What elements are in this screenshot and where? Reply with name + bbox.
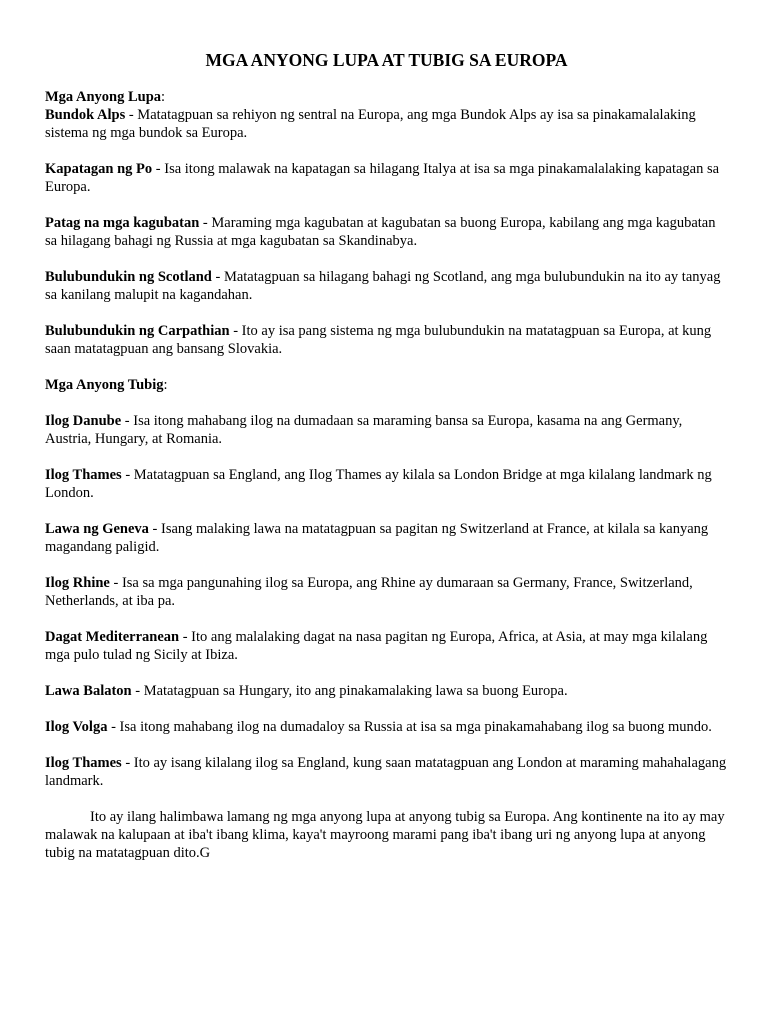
water-item-term: Dagat Mediterranean <box>45 629 180 645</box>
land-item <box>45 214 728 250</box>
water-item <box>45 520 728 556</box>
land-item-text: - Matatagpuan sa hilagang bahagi ng Scotland, ang mga bulubundukin na ito ay tanyag sa kanilang malupit na kagandahan. <box>45 269 721 303</box>
land-heading-text: Mga Anyong Lupa <box>45 89 162 105</box>
land-section-heading: Mga Anyong Lupa: <box>45 89 166 105</box>
land-item <box>45 268 728 304</box>
water-item-term: Ilog Thames <box>45 467 122 483</box>
water-item <box>45 412 728 448</box>
document-title: MGA ANYONG LUPA AT TUBIG SA EUROPA <box>205 50 568 70</box>
water-item-text: - Isa itong mahabang ilog na dumadaloy sa Russia at isa sa mga pinakamahabang ilog sa buong mundo. <box>107 719 712 735</box>
land-item-term: Kapatagan ng Po <box>45 161 153 177</box>
water-item <box>45 682 728 700</box>
land-item-term: Bulubundukin ng Carpathian <box>45 323 230 339</box>
water-item-text: - Isa itong mahabang ilog na dumadaan sa maraming bansa sa Europa, kasama na ang Germany, Austria, Hungary, at Romania. <box>45 413 683 447</box>
land-item-text: - Maraming mga kagubatan at kagubatan sa buong Europa, kabilang ang mga kagubatan sa hilagang bahagi ng Russia at mga kagubatan sa Skandinabya. <box>45 215 716 249</box>
water-item-text: - Isa sa mga pangunahing ilog sa Europa, ang Rhine ay dumaraan sa Germany, France, Switzerland, Netherlands, at iba pa. <box>45 575 693 609</box>
land-item-term: Bundok Alps <box>45 107 126 123</box>
water-item-text: - Matatagpuan sa Hungary, ito ang pinakamalaking lawa sa buong Europa. <box>131 683 568 699</box>
water-item-text: - Ito ay isang kilalang ilog sa England, kung saan matatagpuan ang London at maraming mahahalagang landmark. <box>45 755 727 789</box>
land-item <box>45 160 728 196</box>
water-item <box>45 574 728 610</box>
land-item-term: Patag na mga kagubatan <box>45 215 200 231</box>
water-item-text: - Isang malaking lawa na matatagpuan sa pagitan ng Switzerland at France, at kilala sa kanyang magandang paligid. <box>45 521 709 555</box>
water-item-text: - Matatagpuan sa England, ang Ilog Thames ay kilala sa London Bridge at mga kilalang landmark ng London. <box>45 467 712 501</box>
water-item <box>45 754 728 790</box>
land-item-text: - Ito ay isa pang sistema ng mga bulubundukin na matatagpuan sa Europa, at kung saan matatagpuan ang bansang Slovakia. <box>45 323 712 357</box>
water-item <box>45 718 728 736</box>
land-item <box>45 322 728 358</box>
water-item-term: Ilog Rhine <box>45 575 110 591</box>
water-heading-text: Mga Anyong Tubig <box>45 377 164 393</box>
water-item-term: Lawa ng Geneva <box>45 521 149 537</box>
closing-paragraph: Ito ay ilang halimbawa lamang ng mga anyong lupa at anyong tubig sa Europa. Ang kontinente na ito ay may malawak na kalupaan at iba't ibang klima, kaya't mayroong marami pang iba't ibang uri ng anyong lupa at anyong tubig na matatagpuan dito.G <box>45 809 725 861</box>
water-section-heading: Mga Anyong Tubig: <box>45 377 168 393</box>
water-item-term: Lawa Balaton <box>45 683 132 699</box>
water-item <box>45 466 728 502</box>
water-item-term: Ilog Thames <box>45 755 122 771</box>
land-item <box>45 106 728 142</box>
water-item <box>45 628 728 664</box>
water-item-term: Ilog Volga <box>45 719 108 735</box>
water-item-text: - Ito ang malalaking dagat na nasa pagitan ng Europa, Africa, at Asia, at may mga kilalang mga pulo tulad ng Sicily at Ibiza. <box>45 629 708 663</box>
land-item-text: - Matatagpuan sa rehiyon ng sentral na Europa, ang mga Bundok Alps ay isa sa pinakamalalaking sistema ng mga bundok sa Europa. <box>45 107 696 141</box>
water-item-term: Ilog Danube <box>45 413 122 429</box>
land-item-term: Bulubundukin ng Scotland <box>45 269 212 285</box>
land-item-text: - Isa itong malawak na kapatagan sa hilagang Italya at isa sa mga pinakamalalaking kapatagan sa Europa. <box>45 161 720 195</box>
